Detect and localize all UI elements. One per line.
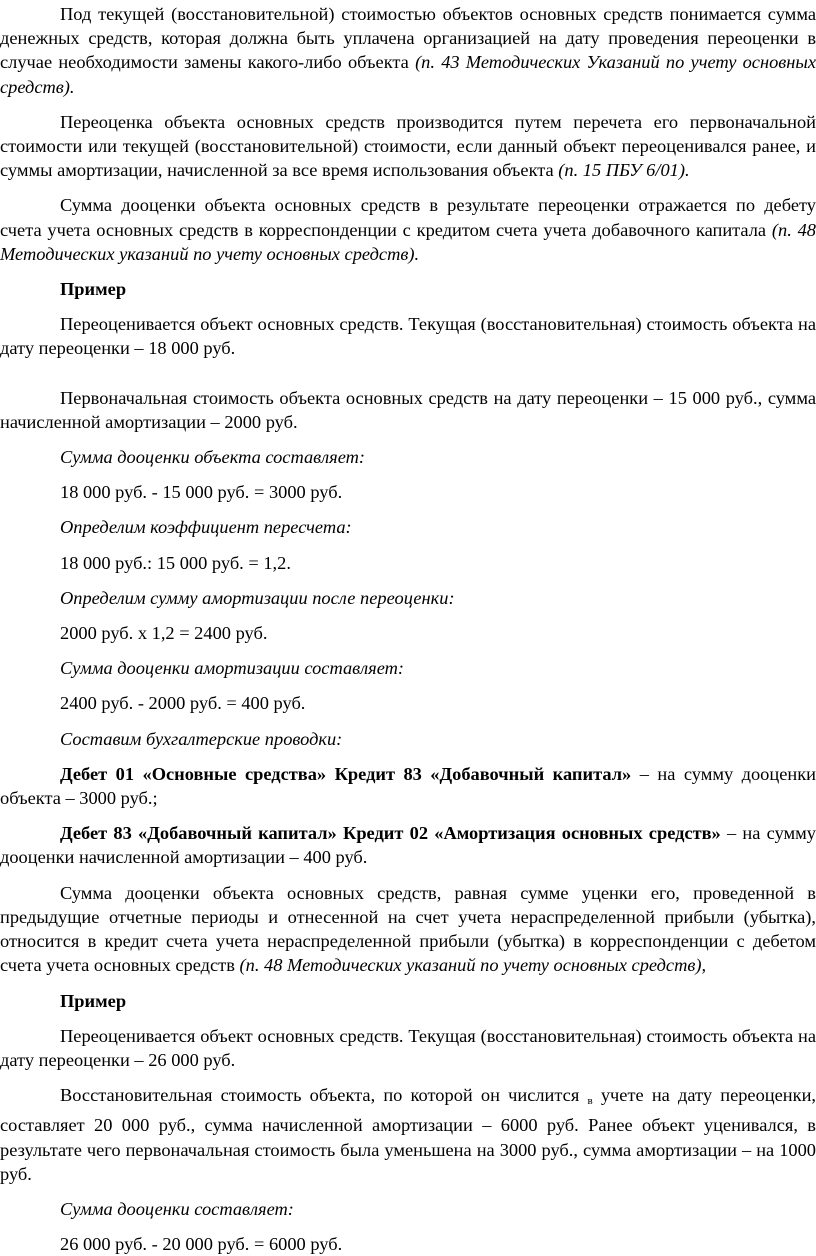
calculation-label: Сумма дооценки объекта составляет:: [60, 447, 366, 468]
reference-citation: (п. 15 ПБУ 6/01).: [558, 160, 690, 181]
paragraph-prior-markdown: [0, 881, 816, 978]
calculation-label: Сумма дооценки амортизации составляет:: [60, 658, 405, 679]
example-paragraph: Первоначальная стоимость объекта основных средств на дату переоценки – 15 000 руб., сумма начисленной амортизации – 2000 руб.: [0, 387, 816, 432]
example-heading: Пример: [60, 279, 127, 300]
entry-description: – на сумму дооценки начисленной амортизации – 400 руб.: [0, 823, 816, 868]
paragraph-text: Восстановительная стоимость объекта, по которой он числится: [60, 1085, 588, 1106]
reference-citation: (п. 48 Методических указаний по учету основных средств).: [0, 219, 816, 264]
reference-citation: (п. 48 Методических указаний по учету основных средств),: [239, 955, 707, 976]
paragraph-revaluation-amount: [0, 193, 816, 266]
example-heading: Пример: [60, 990, 127, 1011]
calculation-label: Определим сумму амортизации после переоценки:: [60, 587, 455, 608]
paragraph-text: Сумма дооценки объекта основных средств, равная сумме уценки его, проведенной в предыдущие отчетные периоды и отнесенной на счет учета нераспределенной прибыли (убытка), относится в кредит счета учета нераспределенной прибыли (убытка) в корреспонденции с дебетом счета учета основных средств: [0, 882, 816, 976]
entry-accounts: Дебет 01 «Основные средства» Кредит 83 «Добавочный капитал»: [60, 763, 632, 784]
accounting-entry: [0, 762, 816, 810]
example-paragraph: Переоценивается объект основных средств. Текущая (восстановительная) стоимость объекта на дату переоценки – 26 000 руб.: [0, 1025, 816, 1070]
example-paragraph: [0, 1083, 816, 1186]
calculation-formula: 2400 руб. - 2000 руб. = 400 руб.: [60, 693, 306, 714]
calculation-label: Определим коэффициент пересчета:: [60, 517, 352, 538]
paragraph-text: Переоценка объекта основных средств производится путем перечета его первоначальной стоимости или текущей (восстановительной) стоимости, если данный объект переоценивался ранее, и суммы амортизации, начисленной за все время использования объекта: [0, 111, 816, 181]
paragraph-text: учете на дату переоценки, составляет 20 000 руб., сумма начисленной амортизации – 6000 руб. Ранее объект уценивался, в результате чего первоначальная стоимость была уменьшена на 3000 руб., сумма амортизации – на 1000 руб.: [0, 1085, 816, 1184]
entry-accounts: Дебет 83 «Добавочный капитал» Кредит 02 «Амортизация основных средств»: [60, 823, 721, 844]
paragraph-current-cost-definition: [0, 2, 816, 99]
calculation-formula: 18 000 руб.: 15 000 руб. = 1,2.: [60, 552, 291, 573]
calculation-formula: 18 000 руб. - 15 000 руб. = 3000 руб.: [60, 482, 343, 503]
entry-description: – на сумму дооценки объекта – 3000 руб.;: [0, 763, 816, 809]
paragraph-text: Сумма дооценки объекта основных средств в результате переоценки отражается по дебету счета учета основных средств в корреспонденции с кредитом счета учета добавочного капитала: [0, 195, 816, 240]
reference-citation: (п. 43 Методических Указаний по учету основных средств).: [0, 52, 816, 97]
calculation-formula: 26 000 руб. - 20 000 руб. = 6000 руб.: [60, 1234, 343, 1255]
small-letter: в: [587, 1095, 593, 1108]
example-paragraph: Переоценивается объект основных средств. Текущая (восстановительная) стоимость объекта на дату переоценки – 18 000 руб.: [0, 314, 816, 359]
calculation-label: Сумма дооценки составляет:: [60, 1198, 294, 1219]
calculation-label: Составим бухгалтерские проводки:: [60, 728, 343, 749]
accounting-entry: [0, 821, 816, 869]
paragraph-text: Под текущей (восстановительной) стоимостью объектов основных средств понимается сумма денежных средств, которая должна быть уплачена организацией на дату проведения переоценки в случае необходимости замены какого-либо объекта: [0, 4, 816, 73]
calculation-formula: 2000 руб. х 1,2 = 2400 руб.: [60, 623, 268, 644]
paragraph-revaluation-method: [0, 110, 816, 183]
